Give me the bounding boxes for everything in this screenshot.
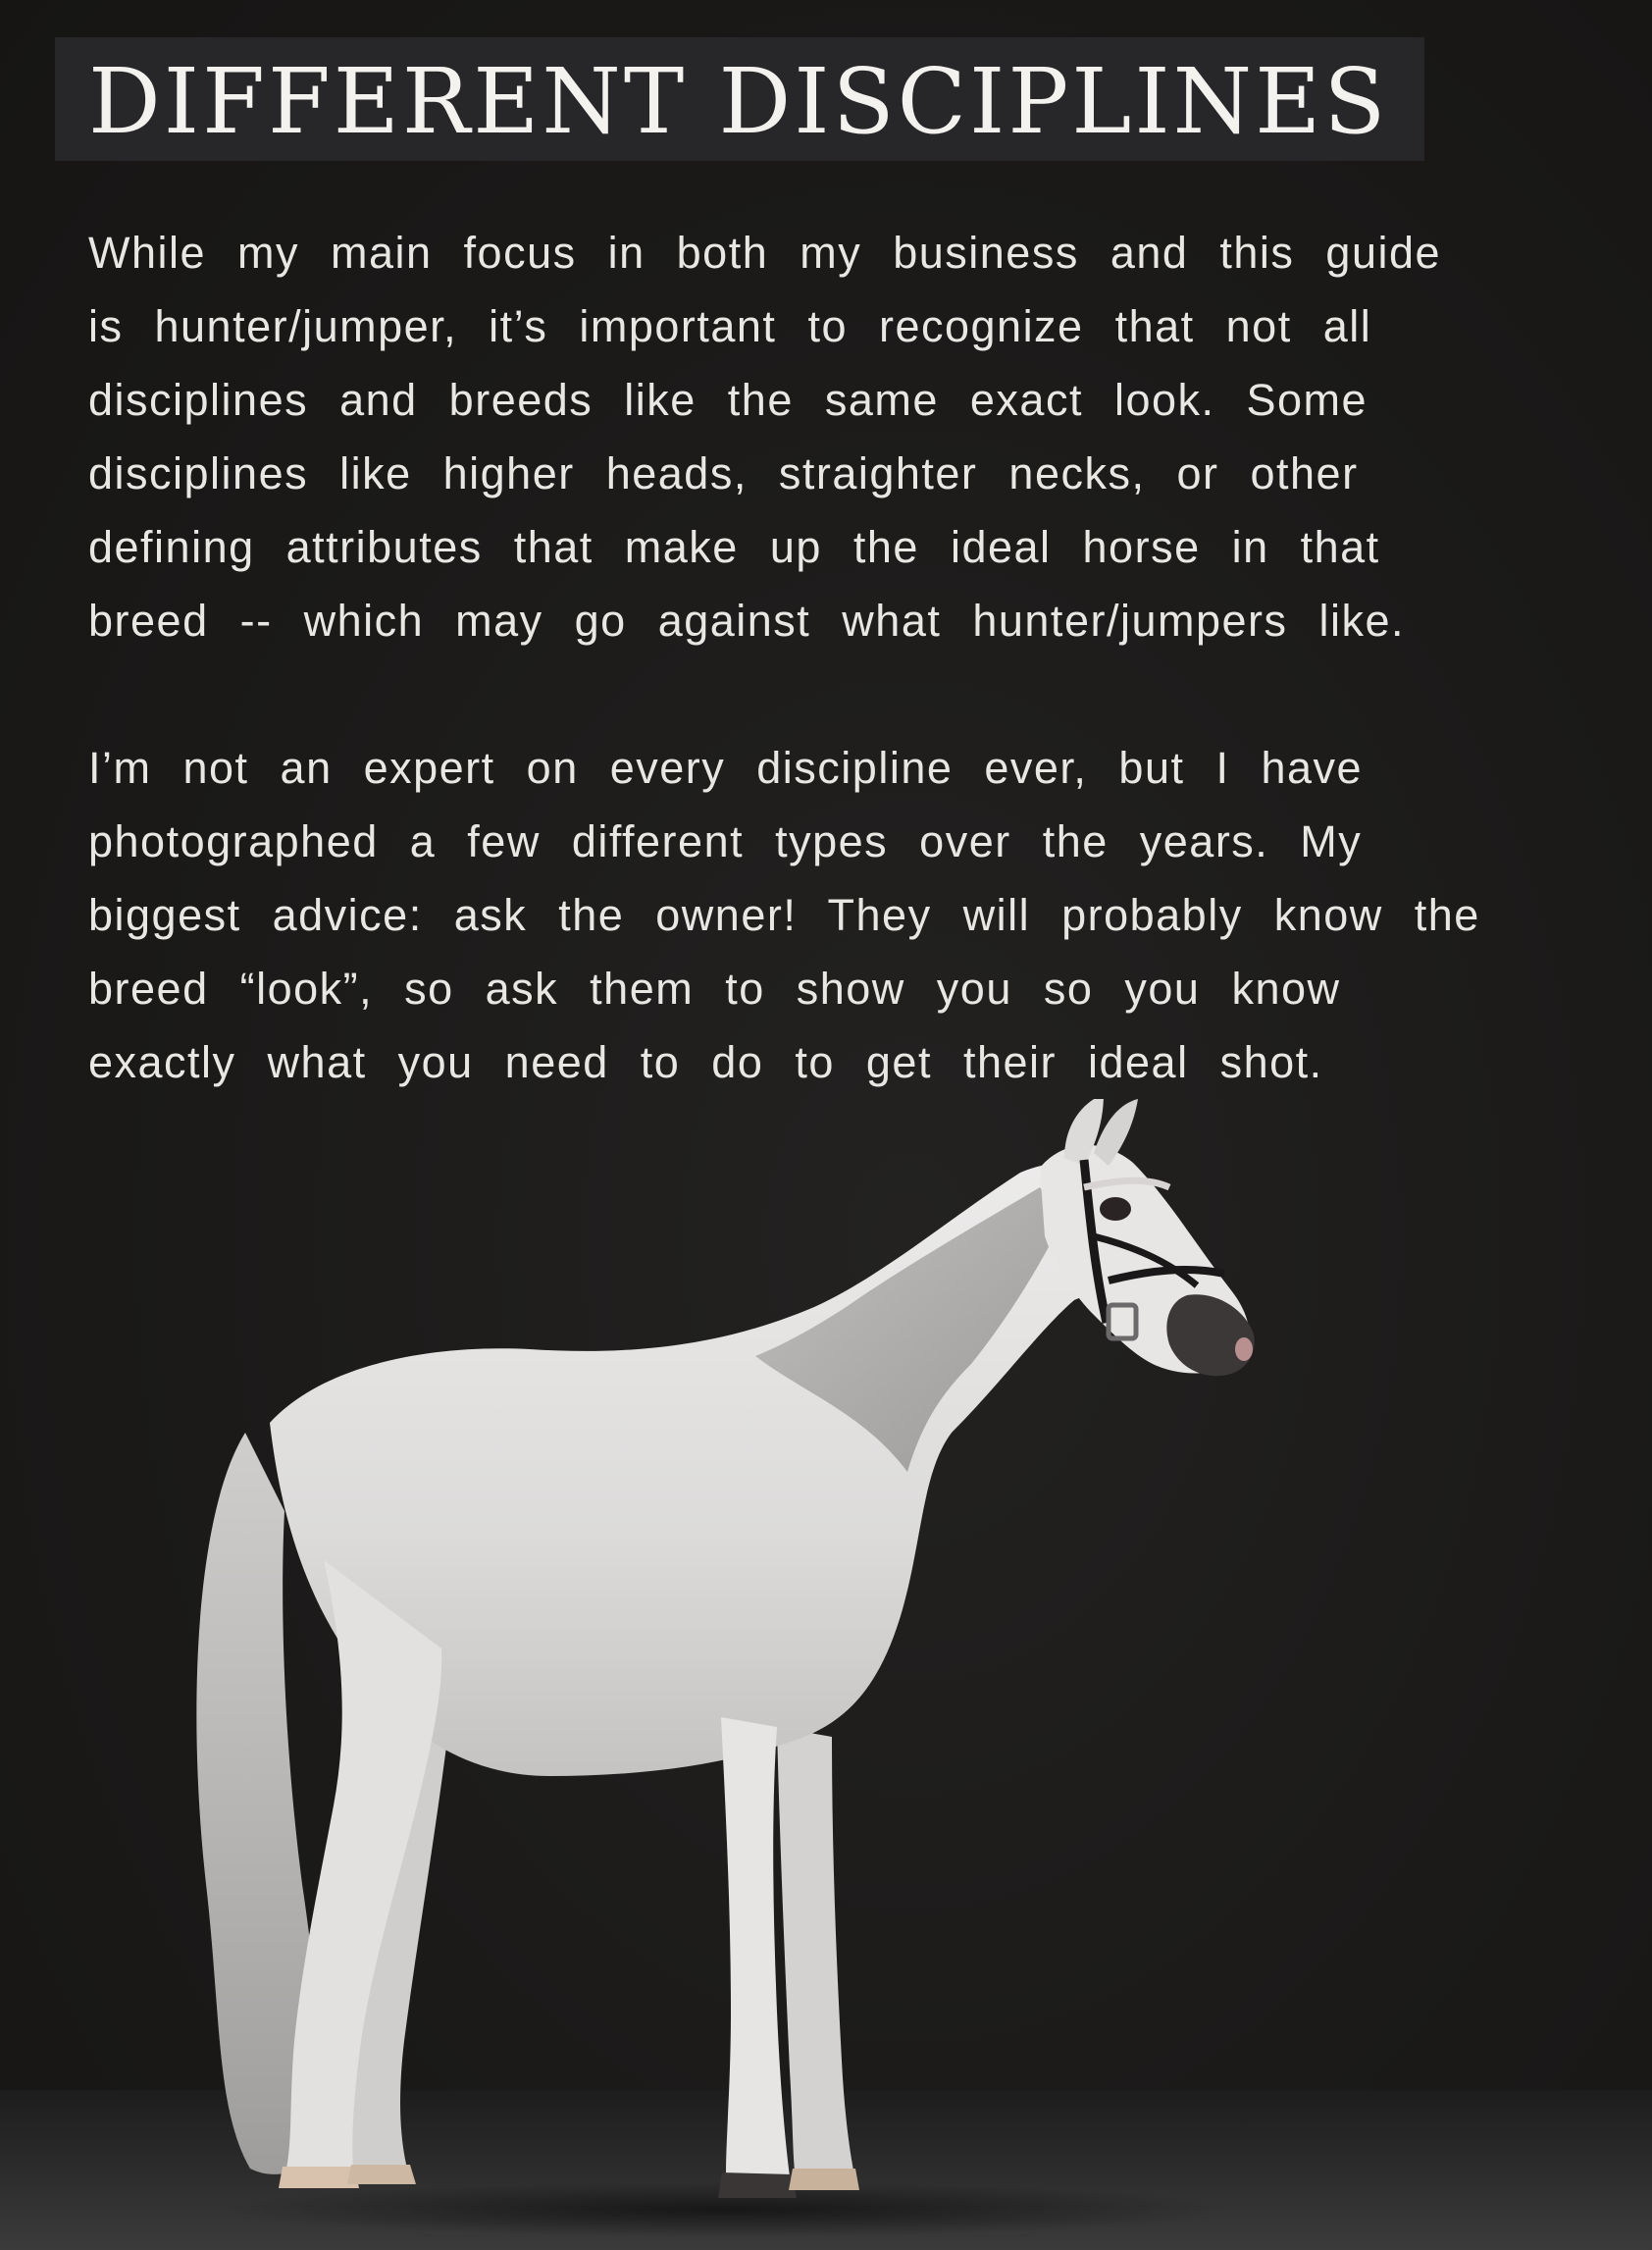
paragraph-disciplines [88,216,1441,657]
paragraph-advice [88,731,1480,1099]
paragraph-line: defining attributes that make up the ideal horse in that [88,522,1380,572]
paragraph-line: While my main focus in both my business and this guide [88,228,1442,278]
paragraph-line: breed -- which may go against what hunter/jumpers like. [88,596,1406,646]
paragraph-line: photographed a few different types over the years. My [88,816,1363,866]
paragraph-line: is hunter/jumper, it’s important to recognize that not all [88,301,1372,351]
paragraph-line: exactly what you need to do to get their ideal shot. [88,1037,1323,1087]
paragraph-line: biggest advice: ask the owner! They will probably know the [88,890,1480,940]
paragraph-line: I’m not an expert on every discipline ever, but I have [88,743,1364,793]
white-horse-photo [177,1099,1550,2247]
paragraph-line: disciplines and breeds like the same exact look. Some [88,375,1368,425]
paragraph-line: disciplines like higher heads, straighter necks, or other [88,448,1359,498]
paragraph-line: breed “look”, so ask them to show you so you know [88,964,1341,1014]
page-title: DIFFERENT DISCIPLINES [88,49,1389,154]
